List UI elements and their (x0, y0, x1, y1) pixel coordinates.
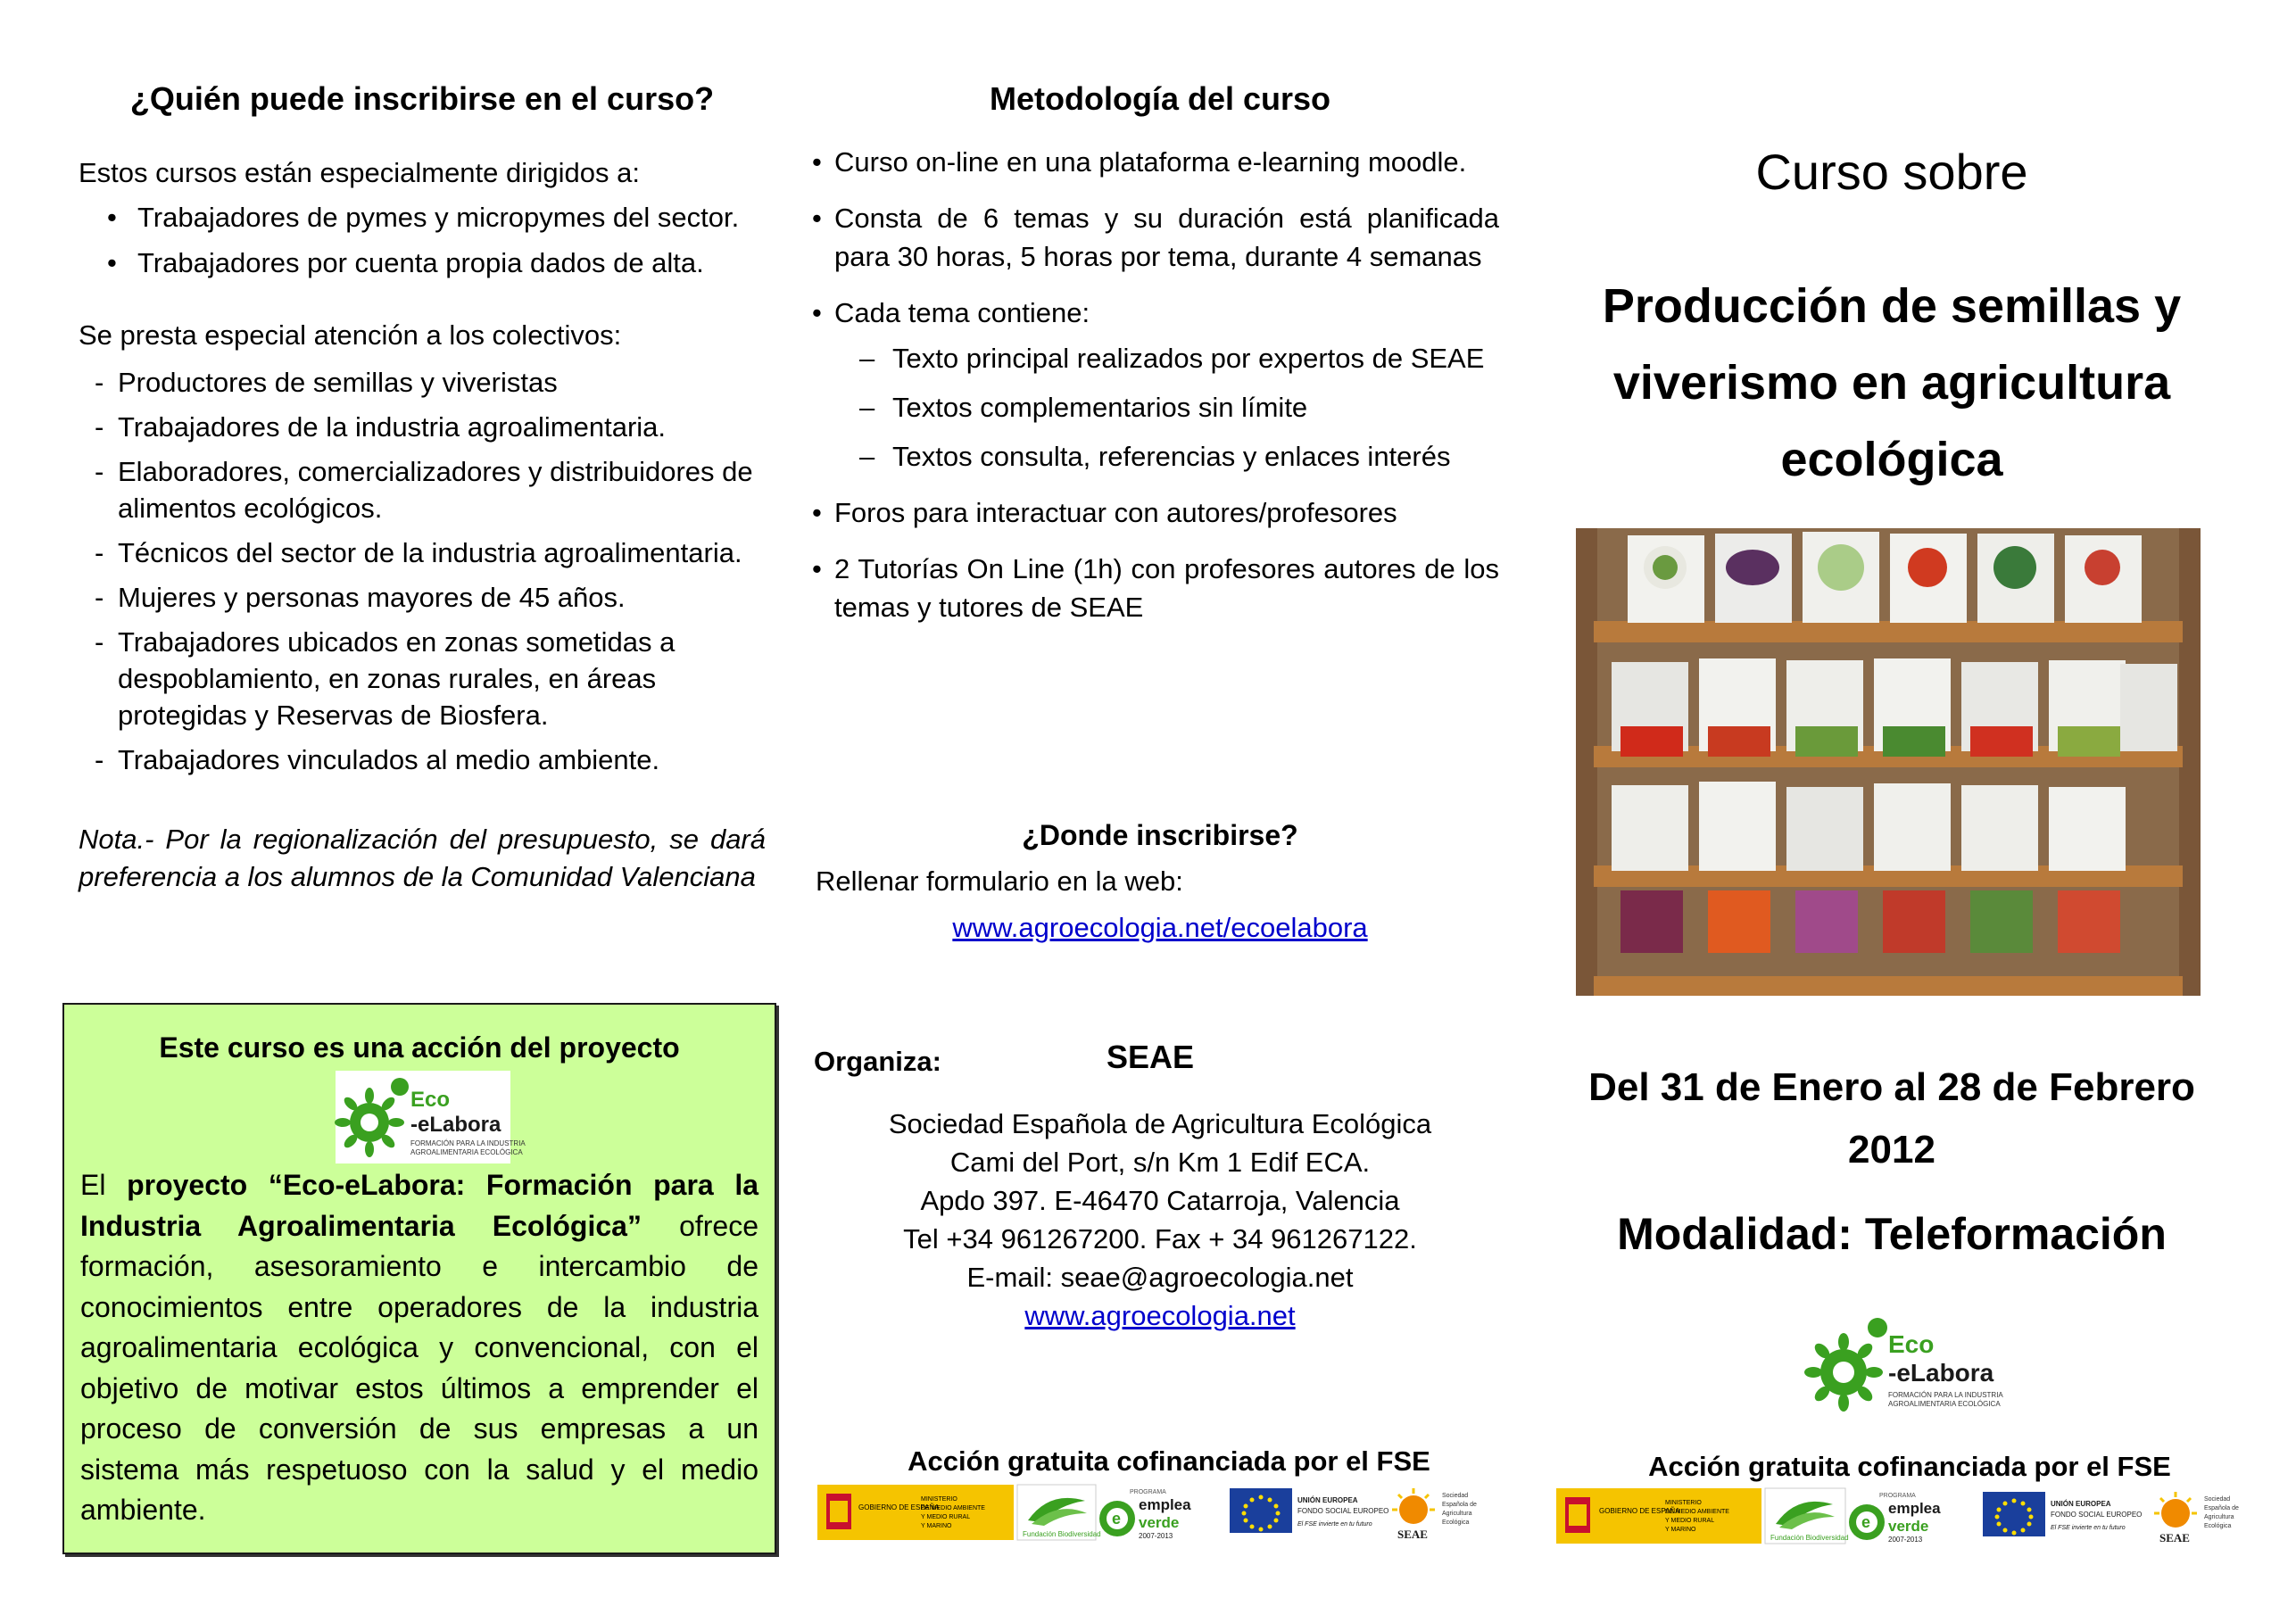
project-description (80, 1165, 758, 1531)
svg-text:e: e (1112, 1510, 1122, 1528)
svg-text:AGROALIMENTARIA ECOLÓGICA: AGROALIMENTARIA ECOLÓGICA (410, 1148, 523, 1156)
methodology-item-label: Cada tema contiene: (834, 297, 1090, 328)
svg-text:FORMACIÓN PARA LA INDUSTRIA: FORMACIÓN PARA LA INDUSTRIA (1888, 1391, 2003, 1399)
sponsor-logos-strip-cover (1556, 1486, 2261, 1545)
svg-text:verde: verde (1139, 1514, 1180, 1531)
svg-text:Y MEDIO RURAL: Y MEDIO RURAL (921, 1514, 971, 1520)
enroll-heading: ¿Donde inscribirse? (1022, 819, 1298, 851)
project-text-prefix: El (80, 1169, 128, 1201)
spain-government-logo (817, 1485, 1014, 1540)
methodology-item-topics (812, 294, 1499, 476)
audience-intro: Estos cursos están especialmente dirigidos a: (79, 157, 640, 188)
seae-logo (2154, 1492, 2239, 1544)
svg-text:El FSE invierte en tu futuro: El FSE invierte en tu futuro (2051, 1525, 2126, 1531)
date-range: Del 31 de Enero al 28 de Febrero (1588, 1065, 2195, 1109)
methodology-list (812, 143, 1499, 644)
fundacion-biodiversidad-logo (1017, 1485, 1101, 1540)
svg-text:Sociedad: Sociedad (1442, 1493, 1469, 1499)
svg-text:Agricultura: Agricultura (2204, 1514, 2234, 1520)
address-line: Tel +34 961267200. Fax + 34 961267122. (903, 1223, 1417, 1255)
eco-elabora-logo-large (1806, 1312, 2003, 1419)
collective-item: - Elaboradores, comercializadores y distribuidores de alimentos ecológicos. (95, 453, 773, 526)
eco-elabora-logo (336, 1071, 526, 1163)
who-can-enroll-heading: ¿Quién puede inscribirse en el curso? (129, 80, 715, 117)
svg-text:El FSE invierte en tu futuro: El FSE invierte en tu futuro (1297, 1521, 1372, 1528)
svg-text:FORMACIÓN PARA LA INDUSTRIA: FORMACIÓN PARA LA INDUSTRIA (410, 1139, 526, 1147)
svg-text:PROGRAMA: PROGRAMA (1879, 1493, 1916, 1499)
project-text-rest: ofrece formación, asesoramiento e intercambio de conocimientos entre operadores de la industria agroalimentaria ecológica y convencional, con el objetivo de motivar estos últimos a emprender el proceso de conversión de sus empresas a un sistema más respetuoso con la salud y el medio ambiente. (80, 1209, 759, 1526)
topic-content-item: – Texto principal realizados por expertos de SEAE (834, 339, 1499, 377)
address-line: Cami del Port, s/n Km 1 Edif ECA. (949, 1147, 1371, 1178)
enroll-instructions: Rellenar formulario en la web: (816, 865, 1183, 897)
regional-note: Nota.- Por la regionalización del presupuesto, se dará preferencia a los alumnos de la Comunidad Valenciana (79, 824, 766, 892)
svg-text:MINISTERIO: MINISTERIO (921, 1496, 957, 1503)
svg-text:Agricultura: Agricultura (1442, 1511, 1472, 1517)
emplea-verde-logo (1849, 1493, 1941, 1544)
email-line: E-mail: seae@agroecologia.net (966, 1262, 1354, 1293)
topic-content-item: – Textos consulta, referencias y enlaces interés (834, 437, 1499, 476)
svg-text:UNIÓN EUROPEA: UNIÓN EUROPEA (1297, 1496, 1358, 1504)
methodology-heading: Metodología del curso (989, 80, 1331, 117)
svg-text:SEAE: SEAE (1397, 1528, 1428, 1541)
organizer-address (848, 1105, 1472, 1335)
svg-text:2007-2013: 2007-2013 (1139, 1532, 1173, 1540)
course-dates (1553, 1056, 2231, 1181)
audience-item: • Trabajadores por cuenta propia dados de alta. (107, 247, 739, 293)
audience-item: • Trabajadores de pymes y micropymes del sector. (107, 202, 739, 247)
organizer-label: Organiza: (814, 1046, 941, 1077)
seae-logo (1392, 1488, 1477, 1541)
svg-text:UNIÓN EUROPEA: UNIÓN EUROPEA (2051, 1500, 2111, 1508)
topic-contents-list (834, 339, 1499, 476)
date-year: 2012 (1848, 1128, 1935, 1172)
course-modality: Modalidad: Teleformación (1617, 1209, 2167, 1259)
collective-item: - Técnicos del sector de la industria agroalimentaria. (95, 534, 773, 571)
project-box-title: Este curso es una acción del proyecto (159, 1031, 680, 1064)
fse-funding-heading: Acción gratuita cofinanciada por el FSE (908, 1445, 1430, 1477)
svg-text:Fundación Biodiversidad: Fundación Biodiversidad (1770, 1534, 1849, 1542)
svg-text:FONDO SOCIAL EUROPEO: FONDO SOCIAL EUROPEO (1297, 1507, 1389, 1515)
collective-item: - Productores de semillas y viveristas (95, 364, 773, 401)
svg-text:Fundación Biodiversidad: Fundación Biodiversidad (1023, 1530, 1101, 1538)
svg-text:emplea: emplea (1139, 1496, 1191, 1513)
course-title: Producción de semillas y viverismo en agricultura ecológica (1602, 279, 2182, 486)
svg-text:SEAE: SEAE (2159, 1531, 2190, 1544)
methodology-item: • 2 Tutorías On Line (1h) con profesores autores de los temas y tutores de SEAE (812, 550, 1499, 626)
project-name: proyecto “Eco-eLabora: Formación para la Industria Agroalimentaria Ecológica” (80, 1169, 759, 1242)
svg-text:DE MEDIO AMBIENTE: DE MEDIO AMBIENTE (921, 1505, 985, 1511)
svg-text:MINISTERIO: MINISTERIO (1665, 1500, 1702, 1506)
collectives-heading: Se presta especial atención a los colectivos: (79, 319, 622, 351)
audience-list (107, 202, 739, 293)
course-label: Curso sobre (1755, 144, 2028, 200)
methodology-item: • Curso on-line en una plataforma e-learning moodle. (812, 143, 1499, 181)
address-line: Sociedad Española de Agricultura Ecológica (888, 1108, 1432, 1139)
topic-content-item: – Textos complementarios sin límite (834, 388, 1499, 426)
svg-text:GOBIERNO DE ESPAÑA: GOBIERNO DE ESPAÑA (1599, 1507, 1680, 1515)
svg-text:-eLabora: -eLabora (1888, 1359, 1994, 1387)
address-line: Apdo 397. E-46470 Catarroja, Valencia (920, 1185, 1400, 1216)
european-union-logo (1230, 1488, 1388, 1533)
collectives-list (95, 364, 773, 786)
seed-packets-photo (1576, 528, 2201, 996)
svg-text:Ecológica: Ecológica (2204, 1523, 2232, 1529)
sponsor-logos-strip (817, 1483, 1496, 1542)
svg-text:Y MARINO: Y MARINO (1665, 1527, 1696, 1533)
svg-text:PROGRAMA: PROGRAMA (1130, 1489, 1166, 1495)
svg-text:Española de: Española de (1442, 1502, 1477, 1508)
fundacion-biodiversidad-logo (1765, 1488, 1849, 1544)
svg-text:DE MEDIO AMBIENTE: DE MEDIO AMBIENTE (1665, 1509, 1729, 1515)
svg-text:verde: verde (1888, 1518, 1929, 1535)
enroll-link[interactable]: www.agroecologia.net/ecoelabora (952, 912, 1368, 943)
collective-item: - Mujeres y personas mayores de 45 años. (95, 579, 773, 616)
collective-item: - Trabajadores de la industria agroalimentaria. (95, 409, 773, 445)
svg-text:emplea: emplea (1888, 1500, 1941, 1517)
svg-text:Española de: Española de (2204, 1505, 2239, 1511)
organizer-name: SEAE (1107, 1039, 1195, 1075)
svg-text:Y MARINO: Y MARINO (921, 1523, 952, 1529)
svg-text:AGROALIMENTARIA ECOLÓGICA: AGROALIMENTARIA ECOLÓGICA (1888, 1400, 2001, 1408)
european-union-logo (1983, 1492, 2142, 1536)
emplea-verde-logo (1099, 1489, 1191, 1540)
svg-text:Y MEDIO RURAL: Y MEDIO RURAL (1665, 1518, 1715, 1524)
svg-text:Sociedad: Sociedad (2204, 1496, 2231, 1503)
organizer-website-link[interactable]: www.agroecologia.net (1024, 1300, 1296, 1331)
collective-item: - Trabajadores vinculados al medio ambiente. (95, 741, 773, 778)
svg-text:FONDO SOCIAL EUROPEO: FONDO SOCIAL EUROPEO (2051, 1511, 2143, 1519)
svg-text:-eLabora: -eLabora (410, 1113, 501, 1137)
project-info-box (62, 1003, 776, 1554)
collective-item: - Trabajadores ubicados en zonas sometidas a despoblamiento, en zonas rurales, en áreas protegidas y Reservas de Biosfera. (95, 624, 773, 733)
spain-government-logo (1556, 1488, 1761, 1544)
methodology-item: • Foros para interactuar con autores/profesores (812, 493, 1499, 532)
svg-text:Eco: Eco (410, 1088, 451, 1112)
svg-text:Ecológica: Ecológica (1442, 1519, 1470, 1526)
svg-text:GOBIERNO DE ESPAÑA: GOBIERNO DE ESPAÑA (858, 1503, 940, 1511)
svg-text:2007-2013: 2007-2013 (1888, 1536, 1923, 1544)
fse-funding-heading-cover: Acción gratuita cofinanciada por el FSE (1648, 1451, 2171, 1482)
svg-text:e: e (1861, 1513, 1871, 1531)
methodology-item: • Consta de 6 temas y su duración está planificada para 30 horas, 5 horas por tema, durante 4 semanas (812, 199, 1499, 276)
svg-text:Eco: Eco (1888, 1330, 1935, 1358)
